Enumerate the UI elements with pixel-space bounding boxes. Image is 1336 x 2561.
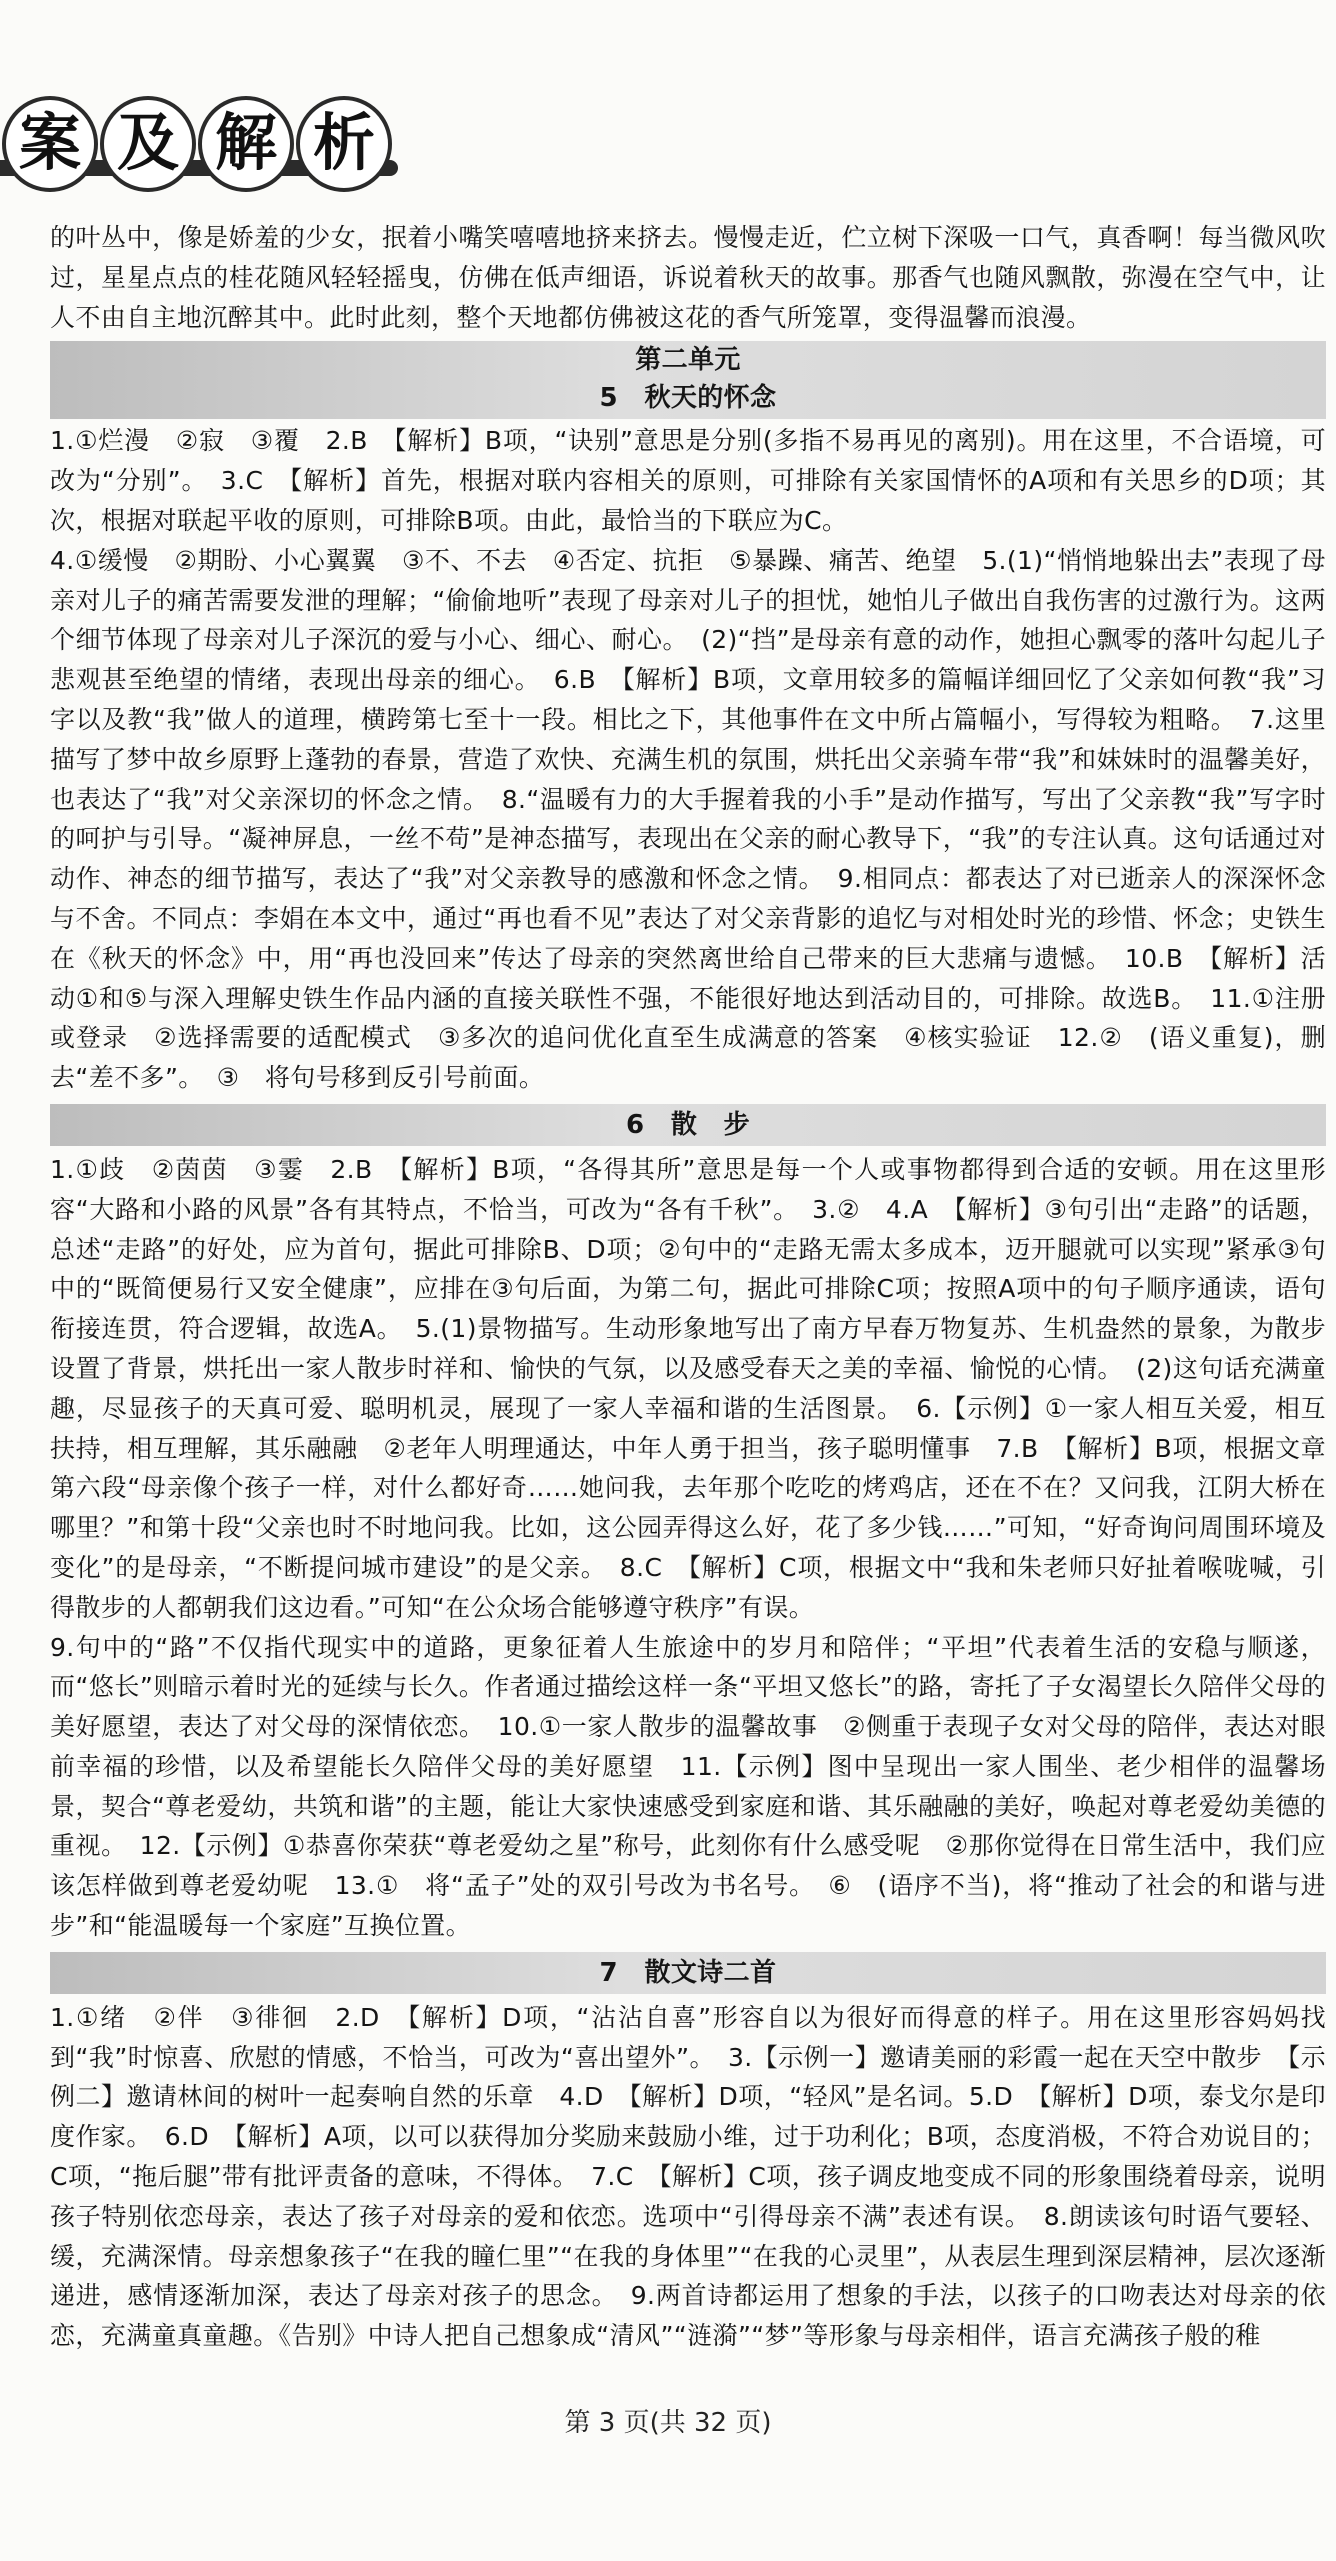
- page-header: [0, 96, 400, 220]
- section-paragraph: 4.①缓慢 ②期盼、小心翼翼 ③不、不去 ④否定、抗拒 ⑤暴躁、痛苦、绝望 5.(1)“悄悄地躲出去”表现了母亲对儿子的痛苦需要发泄的理解；“偷偷地听”表现了母亲对儿子的担忧，她怕儿子做出自我伤害的过激行为。这两个细节体现了母亲对儿子深沉的爱与小心、细心、耐心。 (2)“挡”是母亲有意的动作，她担心飘零的落叶勾起儿子悲观甚至绝望的情绪，表现出母亲的细心。 6.B 【解析】B项，文章用较多的篇幅详细回忆了父亲如何教“我”习字以及教“我”做人的道理，横跨第七至十一段。相比之下，其他事件在文中所占篇幅小，写得较为粗略。 7.这里描写了梦中故乡原野上蓬勃的春景，营造了欢快、充满生机的氛围，烘托出父亲骑车带“我”和妹妹时的温馨美好，也表达了“我”对父亲深切的怀念之情。 8.“温暖有力的大手握着我的小手”是动作描写，写出了父亲教“我”写字时的呵护与引导。“凝神屏息，一丝不苟”是神态描写，表现出在父亲的耐心教导下，“我”的专注认真。这句话通过对动作、神态的细节描写，表达了“我”对父亲教导的感激和怀念之情。 9.相同点：都表达了对已逝亲人的深深怀念与不舍。不同点：李娟在本文中，通过“再也看不见”表达了对父亲背影的追忆与对相处时光的珍惜、怀念；史铁生在《秋天的怀念》中，用“再也没回来”传达了母亲的突然离世给自己带来的巨大悲痛与遗憾。 10.B 【解析】活动①和⑤与深入理解史铁生作品内涵的直接关联性不强，不能很好地达到活动目的，可排除。故选B。 11.①注册或登录 ②选择需要的适配模式 ③多次的追问优化直至生成满意的答案 ④核实验证 12.② (语义重复)，删去“差不多”。 ③ 将句号移到反引号前面。: [50, 545, 1326, 1093]
- section-title: 7 散文诗二首: [599, 1957, 777, 1988]
- section-title: 6 散 步: [625, 1109, 751, 1140]
- section-header: [50, 1952, 1326, 1994]
- page-footer: 第 3 页(共 32 页): [564, 2408, 772, 2438]
- header-char-2: 及: [100, 96, 196, 192]
- header-char-4: 析: [296, 96, 392, 192]
- header-char-3: 解: [198, 96, 294, 192]
- answer-content: [50, 218, 1326, 2356]
- unit-title: 第二单元: [635, 345, 741, 376]
- intro-paragraph: 的叶丛中，像是娇羞的少女，抿着小嘴笑嘻嘻地挤来挤去。慢慢走近，伫立树下深吸一口气，真香啊！每当微风吹过，星星点点的桂花随风轻轻摇曳，仿佛在低声细语，诉说着秋天的故事。那香气也随风飘散，弥漫在空气中，让人不由自主地沉醉其中。此时此刻，整个天地都仿佛被这花的香气所笼罩，变得温馨而浪漫。: [50, 223, 1326, 332]
- section-header: [50, 1104, 1326, 1146]
- section-paragraph: 1.①绪 ②伴 ③徘徊 2.D 【解析】D项，“沾沾自喜”形容自以为很好而得意的样子。用在这里形容妈妈找到“我”时惊喜、欣慰的情感，不恰当，可改为“喜出望外”。 3.【示例一】邀请美丽的彩霞一起在天空中散步 【示例二】邀请林间的树叶一起奏响自然的乐章 4.D 【解析】D项，“轻风”是名词。5.D 【解析】D项，泰戈尔是印度作家。 6.D 【解析】A项，以可以获得加分奖励来鼓励小维，过于功利化；B项，态度消极，不符合劝说目的；C项，“拖后腿”带有批评责备的意味，不得体。 7.C 【解析】C项，孩子调皮地变成不同的形象围绕着母亲，说明孩子特别依恋母亲，表达了孩子对母亲的爱和依恋。选项中“引得母亲不满”表述有误。 8.朗读该句时语气要轻、缓，充满深情。母亲想象孩子“在我的瞳仁里”“在我的身体里”“在我的心灵里”，从表层生理到深层精神，层次逐渐递进，感情逐渐加深，表达了母亲对孩子的思念。 9.两首诗都运用了想象的手法，以孩子的口吻表达对母亲的依恋，充满童真童趣。《告别》中诗人把自己想象成“清风”“涟漪”“梦”等形象与母亲相伴，语言充满孩子般的稚: [50, 2002, 1326, 2351]
- section-paragraph: 1.①烂漫 ②寂 ③覆 2.B 【解析】B项，“诀别”意思是分别(多指不易再见的离别)。用在这里，不合语境，可改为“分别”。 3.C 【解析】首先，根据对联内容相关的原则，可排除有关家国情怀的A项和有关思乡的D项；其次，根据对联起平收的原则，可排除B项。由此，最恰当的下联应为C。: [50, 426, 1326, 535]
- unit-header: [50, 341, 1326, 419]
- section-paragraph: 1.①歧 ②茵茵 ③霎 2.B 【解析】B项，“各得其所”意思是每一个人或事物都得到合适的安顿。用在这里形容“大路和小路的风景”各有其特点，不恰当，可改为“各有千秋”。 3.② 4.A 【解析】③句引出“走路”的话题，总述“走路”的好处，应为首句，据此可排除B、D项；②句中的“走路无需太多成本，迈开腿就可以实现”紧承③句中的“既简便易行又安全健康”，应排在③句后面，为第二句，据此可排除C项；按照A项中的句子顺序通读，语句衔接连贯，符合逻辑，故选A。 5.(1)景物描写。生动形象地写出了南方早春万物复苏、生机盎然的景象，为散步设置了背景，烘托出一家人散步时祥和、愉快的气氛，以及感受春天之美的幸福、愉悦的心情。 (2)这句话充满童趣，尽显孩子的天真可爱、聪明机灵，展现了一家人幸福和谐的生活图景。 6.【示例】①一家人相互关爱，相互扶持，相互理解，其乐融融 ②老年人明理通达，中年人勇于担当，孩子聪明懂事 7.B 【解析】B项，根据文章第六段“母亲像个孩子一样，对什么都好奇……她问我，去年那个吃吃的烤鸡店，还在不在？又问我，江阴大桥在哪里？”和第十段“父亲也时不时地问我。比如，这公园弄得这么好，花了多少钱……”可知，“好奇询问周围环境及变化”的是母亲，“不断提问城市建设”的是父亲。 8.C 【解析】C项，根据文中“我和朱老师只好扯着喉咙喊，引得散步的人都朝我们这边看。”可知“在公众场合能够遵守秩序”有误。: [50, 1154, 1326, 1622]
- section-title: 5 秋天的怀念: [599, 383, 777, 414]
- header-char-1: 案: [2, 96, 98, 192]
- section-paragraph: 9.句中的“路”不仅指代现实中的道路，更象征着人生旅途中的岁月和陪伴；“平坦”代表着生活的安稳与顺遂，而“悠长”则暗示着时光的延续与长久。作者通过描绘这样一条“平坦又悠长”的路，寄托了子女渴望长久陪伴父母的美好愿望，表达了对父母的深情依恋。 10.①一家人散步的温馨故事 ②侧重于表现子女对父母的陪伴，表达对眼前幸福的珍惜，以及希望能长久陪伴父母的美好愿望 11.【示例】图中呈现出一家人围坐、老少相伴的温馨场景，契合“尊老爱幼，共筑和谐”的主题，能让大家快速感受到家庭和谐、其乐融融的美好，唤起对尊老爱幼美德的重视。 12.【示例】①恭喜你荣获“尊老爱幼之星”称号，此刻你有什么感受呢 ②那你觉得在日常生活中，我们应该怎样做到尊老爱幼呢 13.① 将“孟子”处的双引号改为书名号。 ⑥ (语序不当)，将“推动了社会的和谐与进步”和“能温暖每一个家庭”互换位置。: [50, 1632, 1326, 1941]
